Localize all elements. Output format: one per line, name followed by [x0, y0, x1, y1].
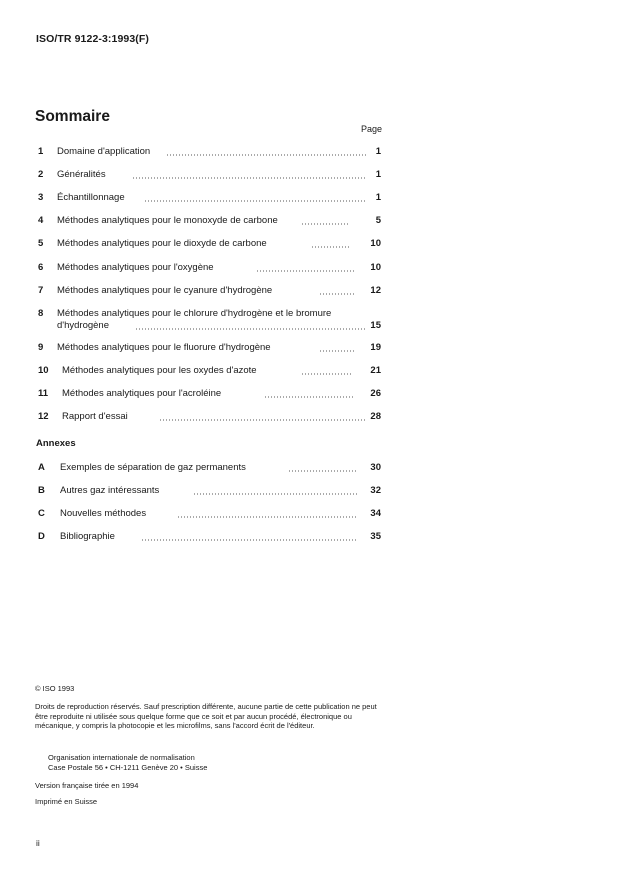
document-id: ISO/TR 9122-3:1993(F)	[36, 33, 149, 45]
toc-item[interactable]	[36, 365, 381, 379]
page-title: Sommaire	[35, 108, 110, 125]
toc-item-page: 21	[370, 365, 381, 376]
toc-leader-dots	[311, 246, 351, 248]
toc-item-number: 9	[38, 342, 44, 353]
toc-item-number: 2	[38, 169, 44, 180]
toc-item[interactable]	[36, 285, 381, 299]
toc-item-number: 5	[38, 238, 44, 249]
toc-leader-dots	[159, 419, 366, 421]
toc-item[interactable]	[36, 388, 381, 402]
toc-leader-dots	[301, 373, 351, 375]
toc-item-title: Méthodes analytiques pour l'oxygène	[57, 262, 214, 273]
toc-leader-dots	[144, 200, 366, 202]
toc-item-page: 12	[370, 285, 381, 296]
toc-item-page: 1	[375, 169, 381, 180]
toc-item[interactable]	[36, 308, 381, 331]
toc-item-title: Domaine d'application	[57, 146, 151, 157]
toc-item-number: 7	[38, 285, 44, 296]
version-note: Version française tirée en 1994	[35, 781, 139, 790]
toc-item[interactable]	[36, 342, 381, 356]
toc-leader-dots	[132, 177, 366, 179]
toc-item-number: 11	[38, 388, 49, 399]
annex-item[interactable]	[36, 531, 381, 545]
toc-item-page: 28	[370, 411, 381, 422]
toc-item-number: 8	[38, 308, 44, 319]
annex-leader-dots	[177, 516, 358, 518]
rights-notice: Droits de reproduction réservés. Sauf prescription différente, aucune partie de cette publication ne peut être reproduite ni utilisée sous quelque forme que ce soit et par aucun procédé, électronique ou mécanique, y compris la photocopie et les microfilms, sans l'accord écrit de l'éditeur.	[35, 702, 377, 730]
toc-item-number: 12	[38, 411, 49, 422]
annex-item[interactable]	[36, 508, 381, 522]
annex-item-title: Exemples de séparation de gaz permanents	[60, 462, 246, 473]
printed-note: Imprimé en Suisse	[35, 797, 98, 806]
toc-item[interactable]	[36, 262, 381, 276]
toc-item-number: 4	[38, 215, 44, 226]
toc-leader-dots	[301, 223, 348, 225]
annex-item-page: 34	[370, 508, 381, 519]
toc-item[interactable]	[36, 169, 381, 183]
organization-block	[48, 753, 207, 772]
annex-item-title: Bibliographie	[60, 531, 115, 542]
annex-item-letter: A	[38, 462, 45, 473]
toc-leader-dots	[256, 270, 356, 272]
toc-leader-dots	[135, 328, 366, 330]
toc-item-title: Généralités	[57, 169, 106, 180]
annex-item-letter: D	[38, 531, 45, 542]
annex-item-letter: C	[38, 508, 45, 519]
toc-item-title: Échantillonnage	[57, 192, 125, 203]
toc-item-title-continued: d'hydrogène	[57, 320, 109, 331]
annex-item-page: 32	[370, 485, 381, 496]
copyright: © ISO 1993	[35, 684, 75, 693]
toc-item-title: Méthodes analytiques pour le monoxyde de carbone	[57, 215, 278, 226]
page-column-label: Page	[360, 124, 382, 134]
annex-leader-dots	[141, 539, 358, 541]
toc-item-title: Rapport d'essai	[62, 411, 128, 422]
annex-item-title: Nouvelles méthodes	[60, 508, 147, 519]
toc-item[interactable]	[36, 192, 381, 206]
toc-item-page: 10	[370, 238, 381, 249]
toc-item-page: 15	[370, 320, 381, 331]
annex-item-letter: B	[38, 485, 45, 496]
annex-leader-dots	[288, 470, 358, 472]
annex-item-page: 30	[370, 462, 381, 473]
toc-item-page: 5	[375, 215, 381, 226]
toc-item-page: 10	[370, 262, 381, 273]
toc-item-number: 1	[38, 146, 44, 157]
page-number: ii	[36, 838, 40, 848]
toc-leader-dots	[319, 350, 356, 352]
toc-item-title: Méthodes analytiques pour les oxydes d'azote	[62, 365, 257, 376]
toc-item[interactable]	[36, 215, 381, 229]
organization-name: Organisation internationale de normalisation	[48, 753, 195, 762]
toc-item-title: Méthodes analytiques pour l'acroléine	[62, 388, 222, 399]
toc-item-page: 19	[370, 342, 381, 353]
annex-item-page: 35	[370, 531, 381, 542]
toc-leader-dots	[166, 154, 366, 156]
annex-item-title: Autres gaz intéressants	[60, 485, 160, 496]
toc-item[interactable]	[36, 146, 381, 160]
organization-address: Case Postale 56 • CH-1211 Genève 20 • Suisse	[48, 762, 208, 772]
toc-item-title: Méthodes analytiques pour le fluorure d'hydrogène	[57, 342, 271, 353]
toc-item[interactable]	[36, 411, 381, 425]
toc-item-title: Méthodes analytiques pour le dioxyde de carbone	[57, 238, 267, 249]
toc-item[interactable]	[36, 238, 381, 252]
annex-leader-dots	[193, 493, 358, 495]
annex-item[interactable]	[36, 462, 381, 476]
toc-leader-dots	[319, 293, 354, 295]
annexes-heading: Annexes	[36, 438, 76, 449]
toc-item-number: 6	[38, 262, 44, 273]
toc-item-title: Méthodes analytiques pour le cyanure d'hydrogène	[57, 285, 273, 296]
toc-item-page: 1	[375, 146, 381, 157]
toc-item-number: 10	[38, 365, 49, 376]
toc-leader-dots	[264, 396, 354, 398]
toc-item-title: Méthodes analytiques pour le chlorure d'hydrogène et le bromure	[57, 308, 332, 319]
annex-item[interactable]	[36, 485, 381, 499]
toc-item-number: 3	[38, 192, 44, 203]
toc-item-page: 26	[370, 388, 381, 399]
toc-item-page: 1	[375, 192, 381, 203]
